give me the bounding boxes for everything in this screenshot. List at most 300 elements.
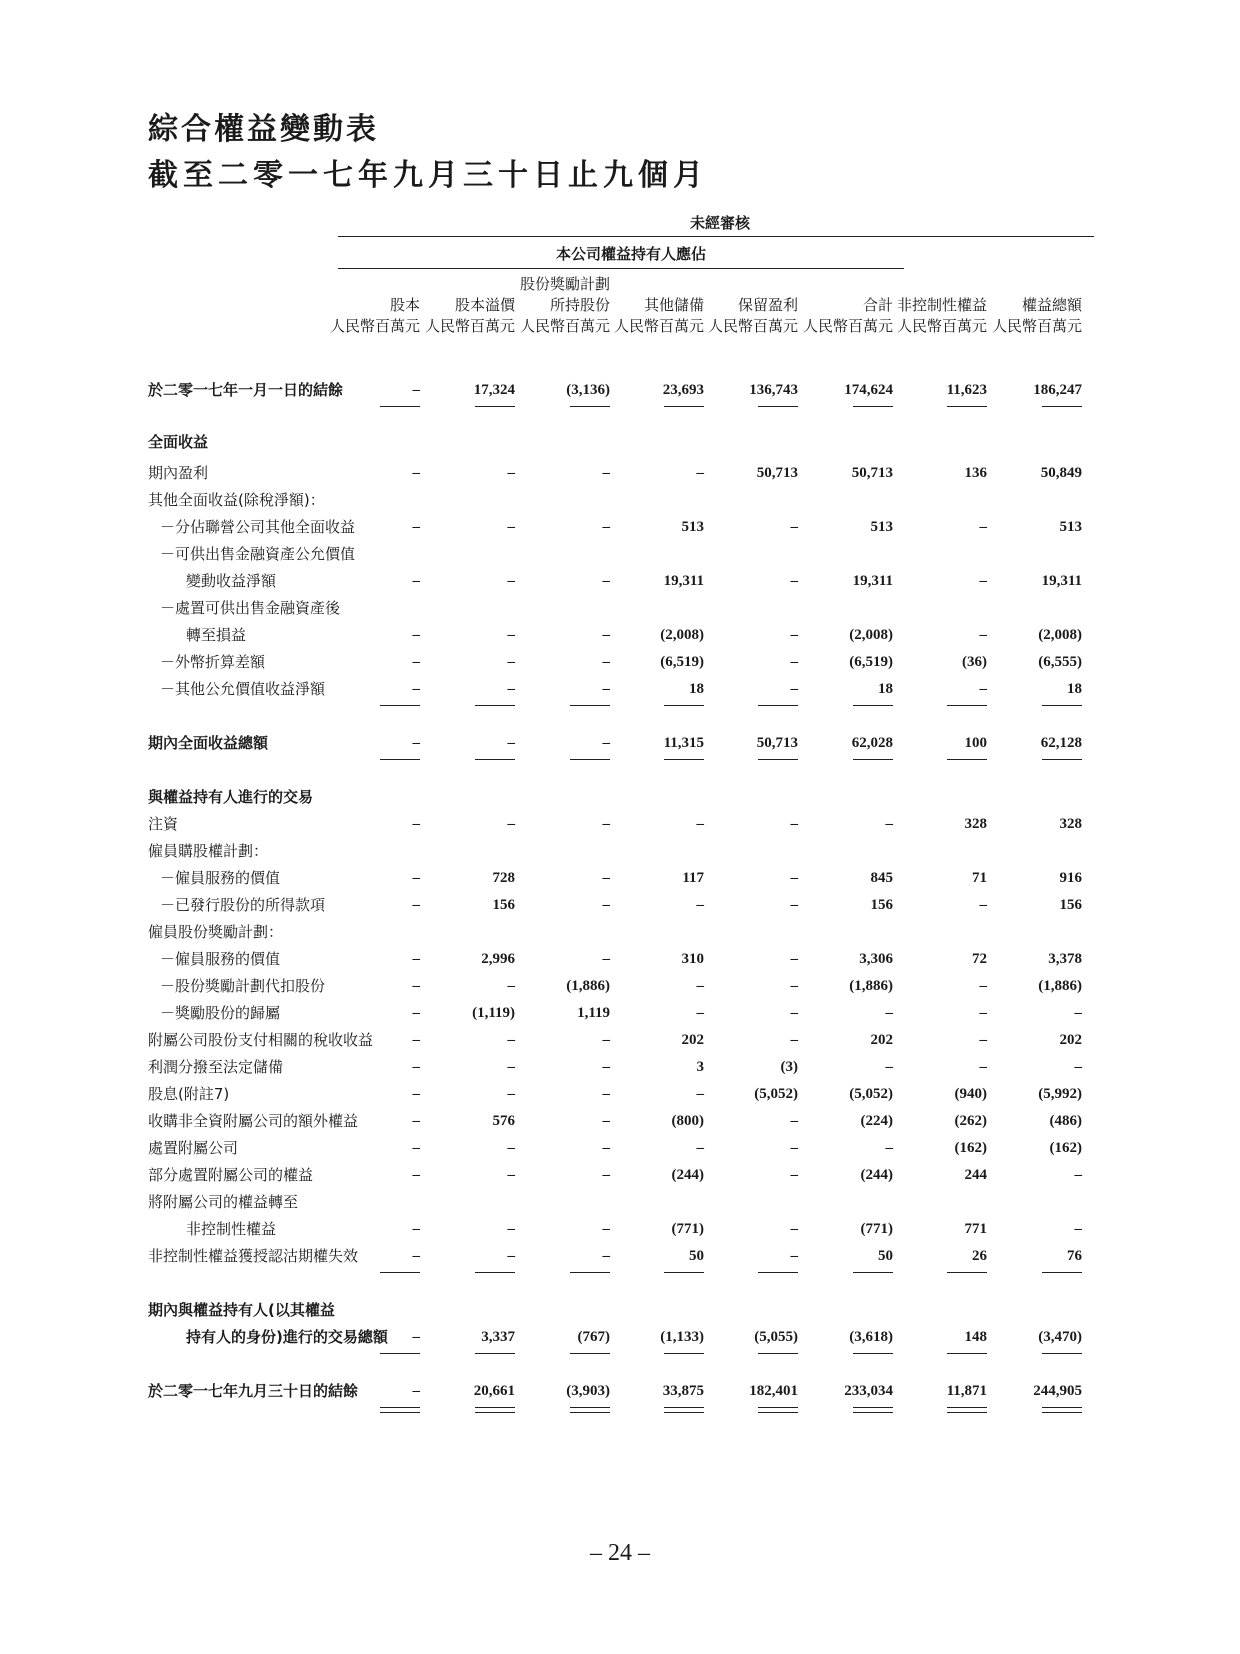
row-label: 轉至損益 [186,626,247,644]
cell-value: – [1074,1221,1082,1237]
subtotal-underline [947,705,987,706]
cell-value: 156 [870,897,893,913]
cell-value: (244) [671,1167,704,1183]
cell-value: 18 [689,681,704,697]
row-label: －分佔聯營公司其他全面收益 [160,518,356,536]
cell-value: (5,055) [754,1329,798,1345]
row-label: 將附屬公司的權益轉至 [148,1193,299,1211]
cell-value: 845 [870,870,893,886]
subtotal-underline [664,1353,704,1354]
row-label: 僱員股份獎勵計劃： [148,923,284,941]
row-label: －僱員服務的價值 [160,950,281,968]
cell-value: – [790,816,798,832]
subtotal-underline [380,1272,420,1273]
cell-value: (1,886) [566,978,610,994]
cell-value: 76 [1067,1248,1082,1264]
cell-value: (5,052) [754,1086,798,1102]
cell-value: – [790,681,798,697]
column-header-line: 合計 [862,296,893,314]
cell-value: – [507,978,515,994]
cell-value: – [507,654,515,670]
subtotal-underline [664,705,704,706]
cell-value: 513 [870,519,893,535]
column-header-line [706,274,798,295]
row-label: 利潤分撥至法定儲備 [148,1058,284,1076]
column-header-line: 人民幣百萬元 [991,317,1082,335]
cell-value: – [602,681,610,697]
cell-value: 100 [964,735,987,751]
subtotal-underline [853,759,893,760]
subtotal-underline [475,1272,515,1273]
subtotal-underline [853,1272,893,1273]
cell-value: – [507,519,515,535]
cell-value: 136,743 [749,382,798,398]
cell-value: (162) [1049,1140,1082,1156]
header-attributable-rule [338,268,904,269]
cell-value: (162) [954,1140,987,1156]
subtotal-underline [664,406,704,407]
subtotal-underline [664,1272,704,1273]
row-label: －其他公允價值收益淨額 [160,680,326,698]
cell-value: – [412,978,420,994]
column-header-line [328,274,420,295]
column-header-line: 其他儲備 [643,296,704,314]
cell-value: – [696,897,704,913]
cell-value: (6,519) [660,654,704,670]
subtotal-underline [664,759,704,760]
cell-value: – [979,897,987,913]
cell-value: (940) [954,1086,987,1102]
column-header-line: 非控制性權益 [896,296,987,314]
cell-value: (6,519) [849,654,893,670]
cell-value: – [602,951,610,967]
cell-value: (486) [1049,1113,1082,1129]
subtotal-underline [947,1353,987,1354]
header-attributable: 本公司權益持有人應佔 [556,245,707,263]
row-label: 非控制性權益獲授認沽期權失效 [148,1247,359,1265]
cell-value: – [790,897,798,913]
row-label: 全面收益 [148,433,209,451]
cell-value: – [412,870,420,886]
subtotal-underline [570,1353,610,1354]
cell-value: (5,992) [1038,1086,1082,1102]
cell-value: 50,713 [756,465,798,481]
cell-value: 136 [964,465,987,481]
cell-value: – [1074,1005,1082,1021]
cell-value: 244 [964,1167,987,1183]
cell-value: 11,623 [946,382,987,398]
subtotal-underline [1042,406,1082,407]
cell-value: (244) [860,1167,893,1183]
row-label: －可供出售金融資產公允價值 [160,545,356,563]
column-header-line: 股份獎勵計劃 [519,275,610,293]
row-label: －外幣折算差額 [160,653,266,671]
cell-value: – [979,1059,987,1075]
page-number: – 24 – [590,1540,650,1566]
cell-value: 202 [1059,1032,1082,1048]
cell-value: 72 [972,951,987,967]
cell-value: – [602,870,610,886]
subtotal-underline [758,759,798,760]
subtotal-underline [1042,759,1082,760]
cell-value: – [790,519,798,535]
cell-value: (2,008) [849,627,893,643]
cell-value: – [412,382,420,398]
cell-value: (3,903) [566,1383,610,1399]
subtotal-underline [475,1353,515,1354]
cell-value: – [979,627,987,643]
subtotal-underline [475,705,515,706]
cell-value: – [790,951,798,967]
total-double-underline [664,1407,704,1413]
cell-value: – [696,978,704,994]
cell-value: (1,886) [1038,978,1082,994]
cell-value: – [412,1005,420,1021]
subtotal-underline [947,1272,987,1273]
subtotal-underline [380,1353,420,1354]
cell-value: – [790,1248,798,1264]
subtotal-underline [758,406,798,407]
column-header-line [801,274,893,295]
cell-value: – [412,681,420,697]
cell-value: – [696,1086,704,1102]
cell-value: – [507,627,515,643]
cell-value: – [602,735,610,751]
subtotal-underline [758,705,798,706]
column-header-line: 股本 [389,296,420,314]
total-double-underline [1042,1407,1082,1413]
subtotal-underline [570,1272,610,1273]
cell-value: 148 [964,1329,987,1345]
row-label: 變動收益淨額 [186,572,277,590]
subtotal-underline [380,759,420,760]
cell-value: (3,470) [1038,1329,1082,1345]
cell-value: – [412,1059,420,1075]
cell-value: 2,996 [481,951,515,967]
cell-value: – [696,1005,704,1021]
column-header [990,274,1082,337]
cell-value: (1,133) [660,1329,704,1345]
cell-value: – [602,1221,610,1237]
cell-value: – [602,1140,610,1156]
cell-value: – [507,1140,515,1156]
row-label: 僱員購股權計劃： [148,842,269,860]
cell-value: 310 [681,951,704,967]
cell-value: 117 [682,870,704,886]
cell-value: 20,661 [473,1383,515,1399]
column-header-line: 人民幣百萬元 [707,317,798,335]
cell-value: – [885,1140,893,1156]
row-label: 期內全面收益總額 [148,734,269,752]
row-label: 期內盈利 [148,464,209,482]
cell-value: – [790,978,798,994]
cell-value: – [412,1248,420,1264]
cell-value: – [507,1059,515,1075]
cell-value: – [602,816,610,832]
total-double-underline [947,1407,987,1413]
row-label: 處置附屬公司 [148,1139,239,1157]
column-header-line: 人民幣百萬元 [802,317,893,335]
cell-value: 3,337 [481,1329,515,1345]
cell-value: (3,618) [849,1329,893,1345]
subtotal-underline [947,406,987,407]
column-header-line: 人民幣百萬元 [613,317,704,335]
cell-value: 182,401 [749,1383,798,1399]
cell-value: (767) [577,1329,610,1345]
cell-value: (1,119) [472,1005,515,1021]
cell-value: 1,119 [577,1005,610,1021]
cell-value: 18 [878,681,893,697]
subtotal-underline [1042,705,1082,706]
cell-value: (262) [954,1113,987,1129]
cell-value: – [979,1032,987,1048]
subtotal-underline [475,406,515,407]
cell-value: (800) [671,1113,704,1129]
cell-value: 17,324 [473,382,515,398]
cell-value: 11,315 [663,735,704,751]
cell-value: – [979,681,987,697]
cell-value: (771) [860,1221,893,1237]
cell-value: 19,311 [663,573,704,589]
header-unaudited-rule [338,236,1094,237]
cell-value: 728 [492,870,515,886]
cell-value: 50,713 [756,735,798,751]
column-header-line: 權益總額 [1021,296,1082,314]
column-header-line [895,274,987,295]
cell-value: 3,378 [1048,951,1082,967]
row-label: 與權益持有人進行的交易 [148,788,314,806]
header-unaudited: 未經審核 [690,214,751,232]
cell-value: – [507,681,515,697]
cell-value: 771 [964,1221,987,1237]
subtotal-underline [570,759,610,760]
cell-value: 26 [972,1248,987,1264]
cell-value: – [885,816,893,832]
row-label: －處置可供出售金融資產後 [160,599,341,617]
subtotal-underline [380,705,420,706]
cell-value: 174,624 [844,382,893,398]
cell-value: – [507,816,515,832]
cell-value: – [790,573,798,589]
total-double-underline [475,1407,515,1413]
row-label: 期內與權益持有人(以其權益 [148,1301,335,1319]
row-label: －股份獎勵計劃代扣股份 [160,977,326,995]
column-header-line: 股本溢價 [454,296,515,314]
cell-value: – [790,1140,798,1156]
column-header [423,274,515,337]
cell-value: – [412,735,420,751]
cell-value: – [602,519,610,535]
row-label: 於二零一七年九月三十日的結餘 [148,1382,359,1400]
page-subtitle: 截至二零一七年九月三十日止九個月 [148,158,708,193]
cell-value: 50 [878,1248,893,1264]
cell-value: (2,008) [660,627,704,643]
total-double-underline [380,1407,420,1413]
subtotal-underline [570,705,610,706]
row-label: 持有人的身份)進行的交易總額 [186,1328,388,1346]
column-header-line: 人民幣百萬元 [329,317,420,335]
cell-value: – [790,870,798,886]
cell-value: (3,136) [566,382,610,398]
cell-value: 50,849 [1040,465,1082,481]
cell-value: 19,311 [852,573,893,589]
row-label: 股息(附註7) [148,1085,230,1103]
cell-value: 62,128 [1040,735,1082,751]
cell-value: – [412,573,420,589]
cell-value: (5,052) [849,1086,893,1102]
cell-value: – [885,1059,893,1075]
cell-value: – [696,1140,704,1156]
row-label: －已發行股份的所得款項 [160,896,326,914]
cell-value: – [507,465,515,481]
total-double-underline [853,1407,893,1413]
cell-value: 202 [870,1032,893,1048]
column-header [895,274,987,337]
cell-value: 916 [1059,870,1082,886]
cell-value: – [412,465,420,481]
cell-value: – [412,1140,420,1156]
column-header-line [990,274,1082,295]
subtotal-underline [947,759,987,760]
cell-value: – [602,897,610,913]
cell-value: (3) [780,1059,798,1075]
cell-value: 50,713 [851,465,893,481]
cell-value: 50 [689,1248,704,1264]
cell-value: – [696,465,704,481]
total-double-underline [758,1407,798,1413]
column-header [801,274,893,337]
cell-value: 186,247 [1033,382,1082,398]
cell-value: (224) [860,1113,893,1129]
cell-value: 19,311 [1041,573,1082,589]
cell-value: – [412,897,420,913]
column-header-line: 人民幣百萬元 [424,317,515,335]
column-header-line: 人民幣百萬元 [896,317,987,335]
cell-value: – [412,519,420,535]
cell-value: – [602,1167,610,1183]
cell-value: – [507,1032,515,1048]
cell-value: – [602,627,610,643]
cell-value: – [412,1167,420,1183]
cell-value: – [412,1329,420,1345]
cell-value: – [979,573,987,589]
subtotal-underline [380,406,420,407]
cell-value: – [412,1113,420,1129]
column-header-line [423,274,515,295]
column-header [328,274,420,337]
cell-value: – [507,573,515,589]
cell-value: 62,028 [851,735,893,751]
cell-value: – [790,654,798,670]
cell-value: – [507,1221,515,1237]
column-header [518,274,610,337]
cell-value: 328 [964,816,987,832]
cell-value: (1,886) [849,978,893,994]
cell-value: – [507,735,515,751]
cell-value: – [885,1005,893,1021]
column-header-line: 所持股份 [549,296,610,314]
cell-value: – [790,1221,798,1237]
cell-value: – [790,1005,798,1021]
cell-value: 328 [1059,816,1082,832]
cell-value: – [412,1383,420,1399]
cell-value: – [790,1113,798,1129]
cell-value: – [696,816,704,832]
cell-value: – [602,654,610,670]
row-label: 收購非全資附屬公司的額外權益 [148,1112,359,1130]
cell-value: – [979,978,987,994]
subtotal-underline [758,1272,798,1273]
cell-value: 18 [1067,681,1082,697]
row-label: 注資 [148,815,179,833]
cell-value: (6,555) [1038,654,1082,670]
cell-value: (771) [671,1221,704,1237]
cell-value: – [507,1086,515,1102]
cell-value: 513 [1059,519,1082,535]
subtotal-underline [758,1353,798,1354]
cell-value: – [412,654,420,670]
cell-value: 3,306 [859,951,893,967]
column-header [612,274,704,337]
cell-value: 576 [492,1113,515,1129]
column-header-line [612,274,704,295]
cell-value: 513 [681,519,704,535]
cell-value: 23,693 [662,382,704,398]
cell-value: – [507,1167,515,1183]
row-label: 部分處置附屬公司的權益 [148,1166,314,1184]
cell-value: 156 [492,897,515,913]
subtotal-underline [1042,1272,1082,1273]
cell-value: – [602,1086,610,1102]
row-label: 於二零一七年一月一日的結餘 [148,381,344,399]
cell-value: 71 [972,870,987,886]
cell-value: – [790,1032,798,1048]
subtotal-underline [475,759,515,760]
subtotal-underline [853,705,893,706]
cell-value: – [1074,1167,1082,1183]
cell-value: – [602,465,610,481]
cell-value: 3 [696,1059,704,1075]
row-label: －獎勵股份的歸屬 [160,1004,281,1022]
column-header-line: 人民幣百萬元 [519,317,610,335]
cell-value: – [602,1059,610,1075]
row-label: 其他全面收益(除稅淨額)： [148,491,325,509]
cell-value: 244,905 [1033,1383,1082,1399]
cell-value: – [412,816,420,832]
cell-value: – [602,1248,610,1264]
cell-value: – [507,1248,515,1264]
cell-value: (2,008) [1038,627,1082,643]
column-header [706,274,798,337]
cell-value: – [412,951,420,967]
cell-value: – [602,1113,610,1129]
cell-value: – [412,1221,420,1237]
cell-value: – [1074,1059,1082,1075]
total-double-underline [570,1407,610,1413]
subtotal-underline [1042,1353,1082,1354]
cell-value: 11,871 [946,1383,987,1399]
cell-value: – [602,1032,610,1048]
cell-value: – [790,627,798,643]
cell-value: 233,034 [844,1383,893,1399]
cell-value: – [412,627,420,643]
page-title: 綜合權益變動表 [148,112,379,147]
row-label: 非控制性權益 [186,1220,277,1238]
cell-value: 202 [681,1032,704,1048]
cell-value: – [790,1167,798,1183]
row-label: －僱員服務的價值 [160,869,281,887]
cell-value: – [979,1005,987,1021]
